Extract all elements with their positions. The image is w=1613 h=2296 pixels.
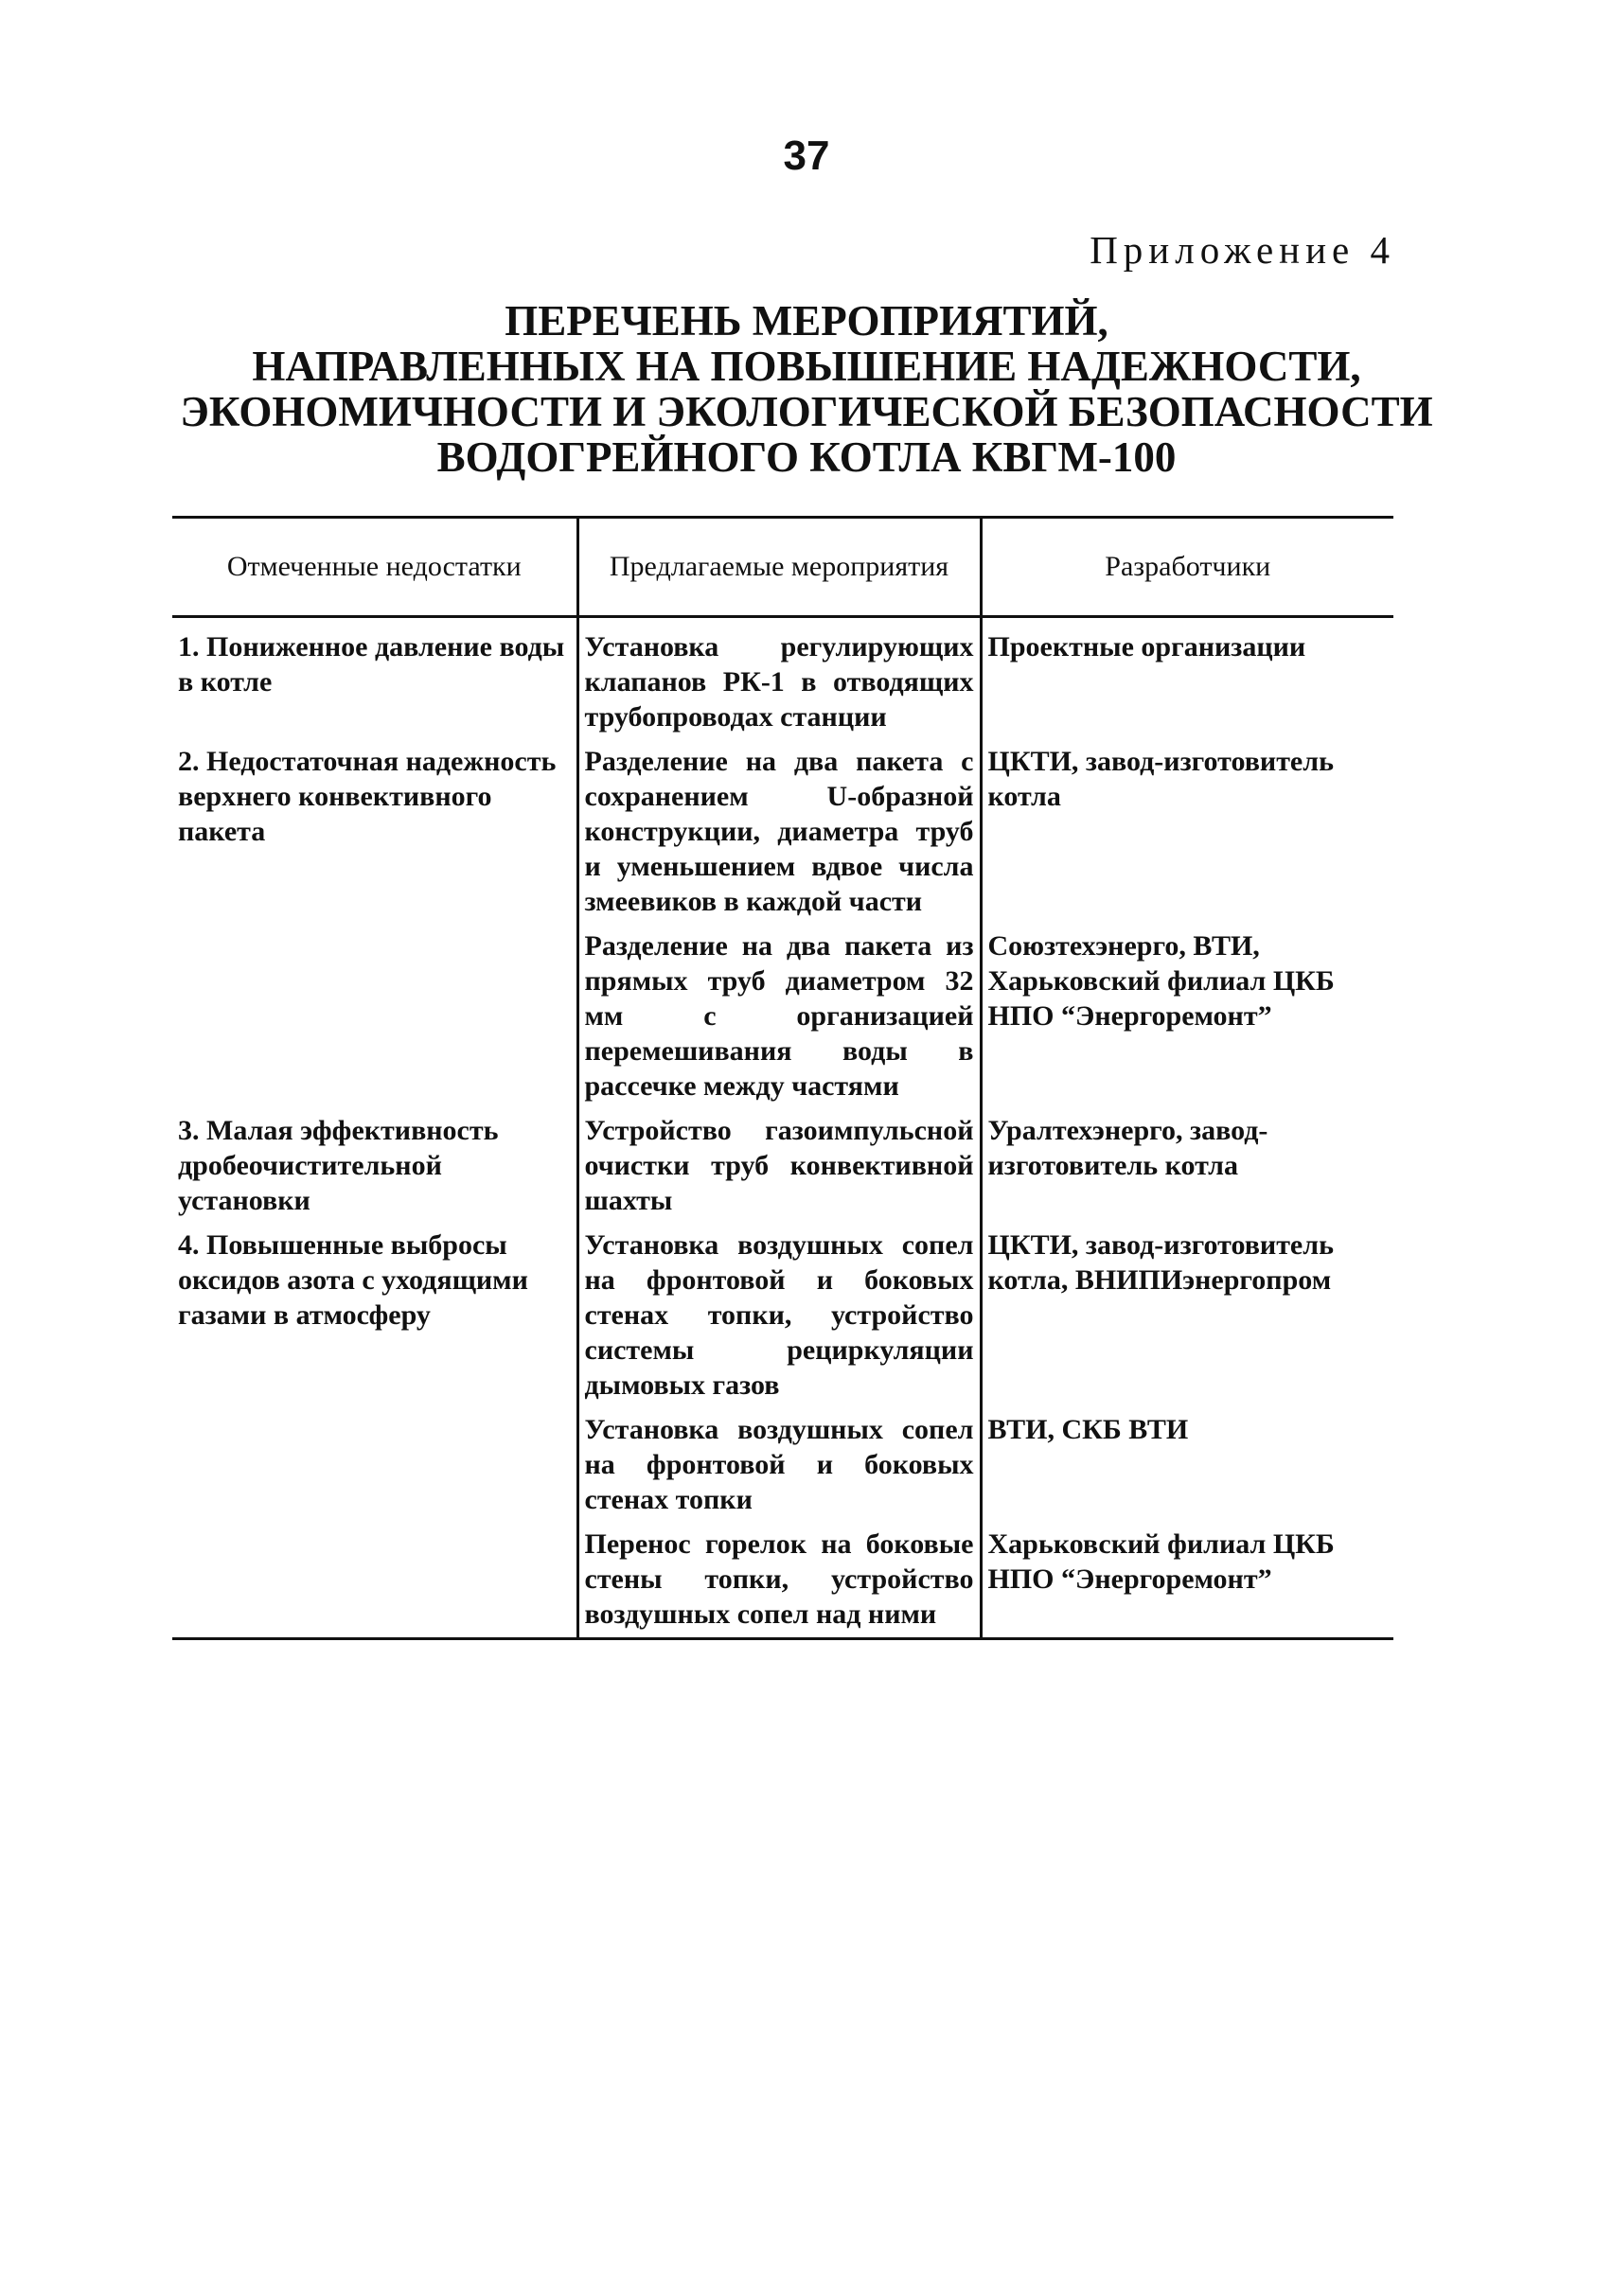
measures-table — [172, 516, 1393, 1640]
developers-cell: ВТИ, СКБ ВТИ — [981, 1408, 1393, 1523]
developers-cell: ЦКТИ, завод-изготовитель котла, ВНИПИэнергопром — [981, 1224, 1393, 1408]
table-row — [172, 925, 1393, 1109]
measure-cell: Устройство газоимпульсной очистки труб конвективной шахты — [577, 1109, 981, 1224]
table-row — [172, 1109, 1393, 1224]
issue-cell — [172, 1408, 577, 1523]
table-row — [172, 1523, 1393, 1639]
appendix-label: Приложение 4 — [1090, 228, 1395, 272]
table-header-row — [172, 518, 1393, 617]
issue-cell: 1. Пониженное давление воды в котле — [178, 631, 565, 698]
table-row — [172, 617, 1393, 741]
measure-cell: Установка воздушных сопел на фронтовой и боковых стенах топки, устройство системы рециркуляции дымовых газов — [577, 1224, 981, 1408]
issue-cell: 4. Повышенные выбросы оксидов азота с уходящими газами в атмосферу — [178, 1229, 528, 1331]
measure-cell: Разделение на два пакета с сохранением U-образной конструкции, диаметра труб и уменьшением вдвое числа змеевиков в каждой части — [577, 740, 981, 925]
issue-cell — [172, 925, 577, 1109]
document-title — [142, 298, 1471, 480]
page-number: 37 — [783, 132, 830, 179]
developers-cell: Проектные организации — [981, 617, 1393, 741]
column-header-developers: Разработчики — [981, 518, 1393, 617]
table-row — [172, 1408, 1393, 1523]
issue-cell — [172, 1523, 577, 1639]
measure-cell: Разделение на два пакета из прямых труб диаметром 32 мм с организацией перемешивания воды в рассечке между частями — [577, 925, 981, 1109]
developers-cell: ЦКТИ, завод-изготовитель котла — [981, 740, 1393, 925]
title-line: ЭКОНОМИЧНОСТИ И ЭКОЛОГИЧЕСКОЙ БЕЗОПАСНОСТИ — [180, 388, 1433, 435]
column-header-issues: Отмеченные недостатки — [172, 518, 577, 617]
developers-cell: Уралтехэнерго, завод-изготовитель котла — [981, 1109, 1393, 1224]
developers-cell: Харьковский филиал ЦКБ НПО “Энергоремонт” — [981, 1523, 1393, 1639]
title-line: ВОДОГРЕЙНОГО КОТЛА КВГМ-100 — [436, 433, 1177, 481]
developers-cell: Союзтехэнерго, ВТИ, Харьковский филиал ЦКБ НПО “Энергоремонт” — [981, 925, 1393, 1109]
title-line: НАПРАВЛЕННЫХ НА ПОВЫШЕНИЕ НАДЕЖНОСТИ, — [252, 343, 1361, 390]
issue-cell: 3. Малая эффективность дробеочистительной установки — [178, 1115, 499, 1216]
measure-cell: Установка регулирующих клапанов РК-1 в отводящих трубопроводах станции — [577, 617, 981, 741]
measure-cell: Перенос горелок на боковые стены топки, устройство воздушных сопел над ними — [577, 1523, 981, 1639]
measure-cell: Установка воздушных сопел на фронтовой и боковых стенах топки — [577, 1408, 981, 1523]
title-line: ПЕРЕЧЕНЬ МЕРОПРИЯТИЙ, — [505, 297, 1108, 344]
table-row — [172, 740, 1393, 925]
table-row — [172, 1224, 1393, 1408]
issue-cell: 2. Недостаточная надежность верхнего конвективного пакета — [178, 746, 557, 847]
column-header-measures: Предлагаемые мероприятия — [577, 518, 981, 617]
